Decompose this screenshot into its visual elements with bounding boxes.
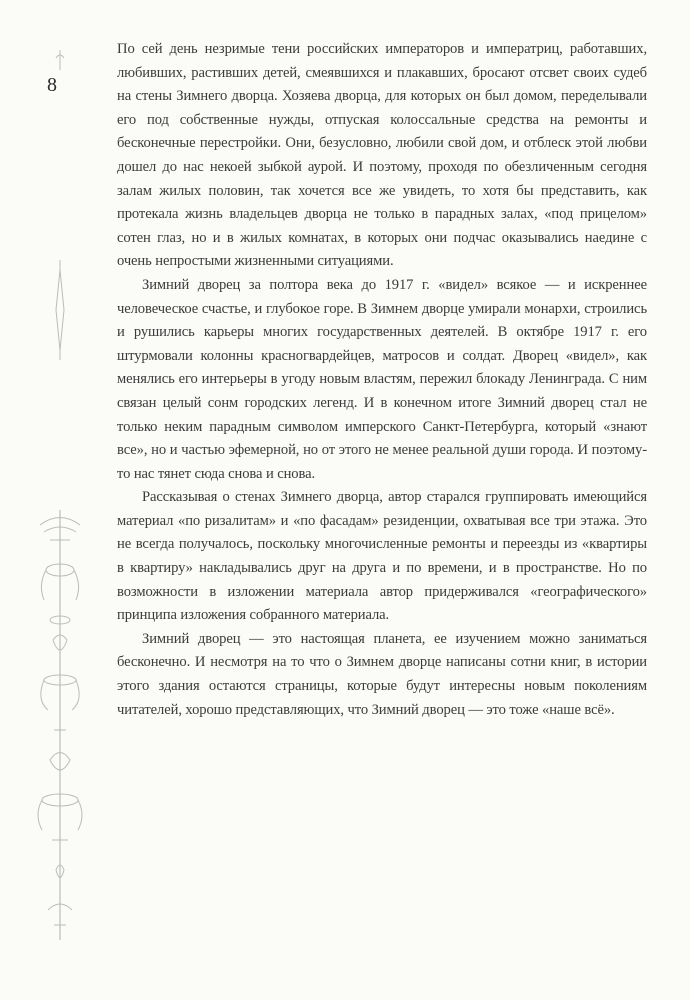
page-number: 8 [47, 74, 57, 96]
main-text [117, 38, 647, 722]
paragraph: Зимний дворец за полтора века до 1917 г. «видел» всякое — и искреннее человеческое счастье, и глубокое горе. В Зимнем дворце умирали монархи, строились и рушились карьеры многих государственных деятелей. В октябре 1917 г. его штурмовали колонны красногвардейцев, матросов и солдат. Дворец «видел», как менялись его интерьеры в угоду новым властям, пережил блокаду Ленинграда. С ним связан целый сонм городских легенд. И в конечном итоге Зимний дворец стал не только неким парадным символом имперского Санкт-Петербурга, который «знают все», но и частью эфемерной, но от этого не менее реальной души города. И поэтому-то нас тянет сюда снова и снова. [117, 276, 647, 482]
paragraph: По сей день незримые тени российских императоров и императриц, работавших, любивших, растивших детей, смеявшихся и плакавших, бросают отсвет своих судеб на стены Зимнего дворца. Хозяева дворца, для которых он был домом, переделывали его под собственные нужды, отпуская колоссальные средства на ремонты и бесконечные перестройки. Они, безусловно, любили свой дом, и отблеск этой любви дошел до нас некоей зыбкой аурой. И поэтому, проходя по обезличенным сегодня залам жилых половин, так хочется все же увидеть, то хотя бы представить, как протекала жизнь владельцев дворца не только в парадных залах, «под прицелом» сотен глаз, но и в жилых комнатах, в которых они подчас оказывались наедине с очень непростыми жизненными ситуациями. [117, 41, 647, 270]
paragraph: Рассказывая о стенах Зимнего дворца, автор старался группировать имеющийся материал «по ризалитам» и «по фасадам» резиденции, охватывая все три этажа. Это не всегда получалось, поскольку многочисленные ремонты и переезды из «квартиры в квартиру» накладывались друг на друга и по времени, и в пространстве. Но по возможности в изложении материала автор придерживался «географического» принципа изложения собранного материала. [117, 489, 647, 624]
decorative-column-ornament [20, 40, 100, 960]
paragraph: Зимний дворец — это настоящая планета, ее изучением можно заниматься бесконечно. И несмотря на то что о Зимнем дворце написаны сотни книг, в истории этого здания остаются страницы, которые будут интересны новым поколениям читателей, хорошо представляющих, что Зимний дворец — это тоже «наше всё». [117, 630, 647, 718]
